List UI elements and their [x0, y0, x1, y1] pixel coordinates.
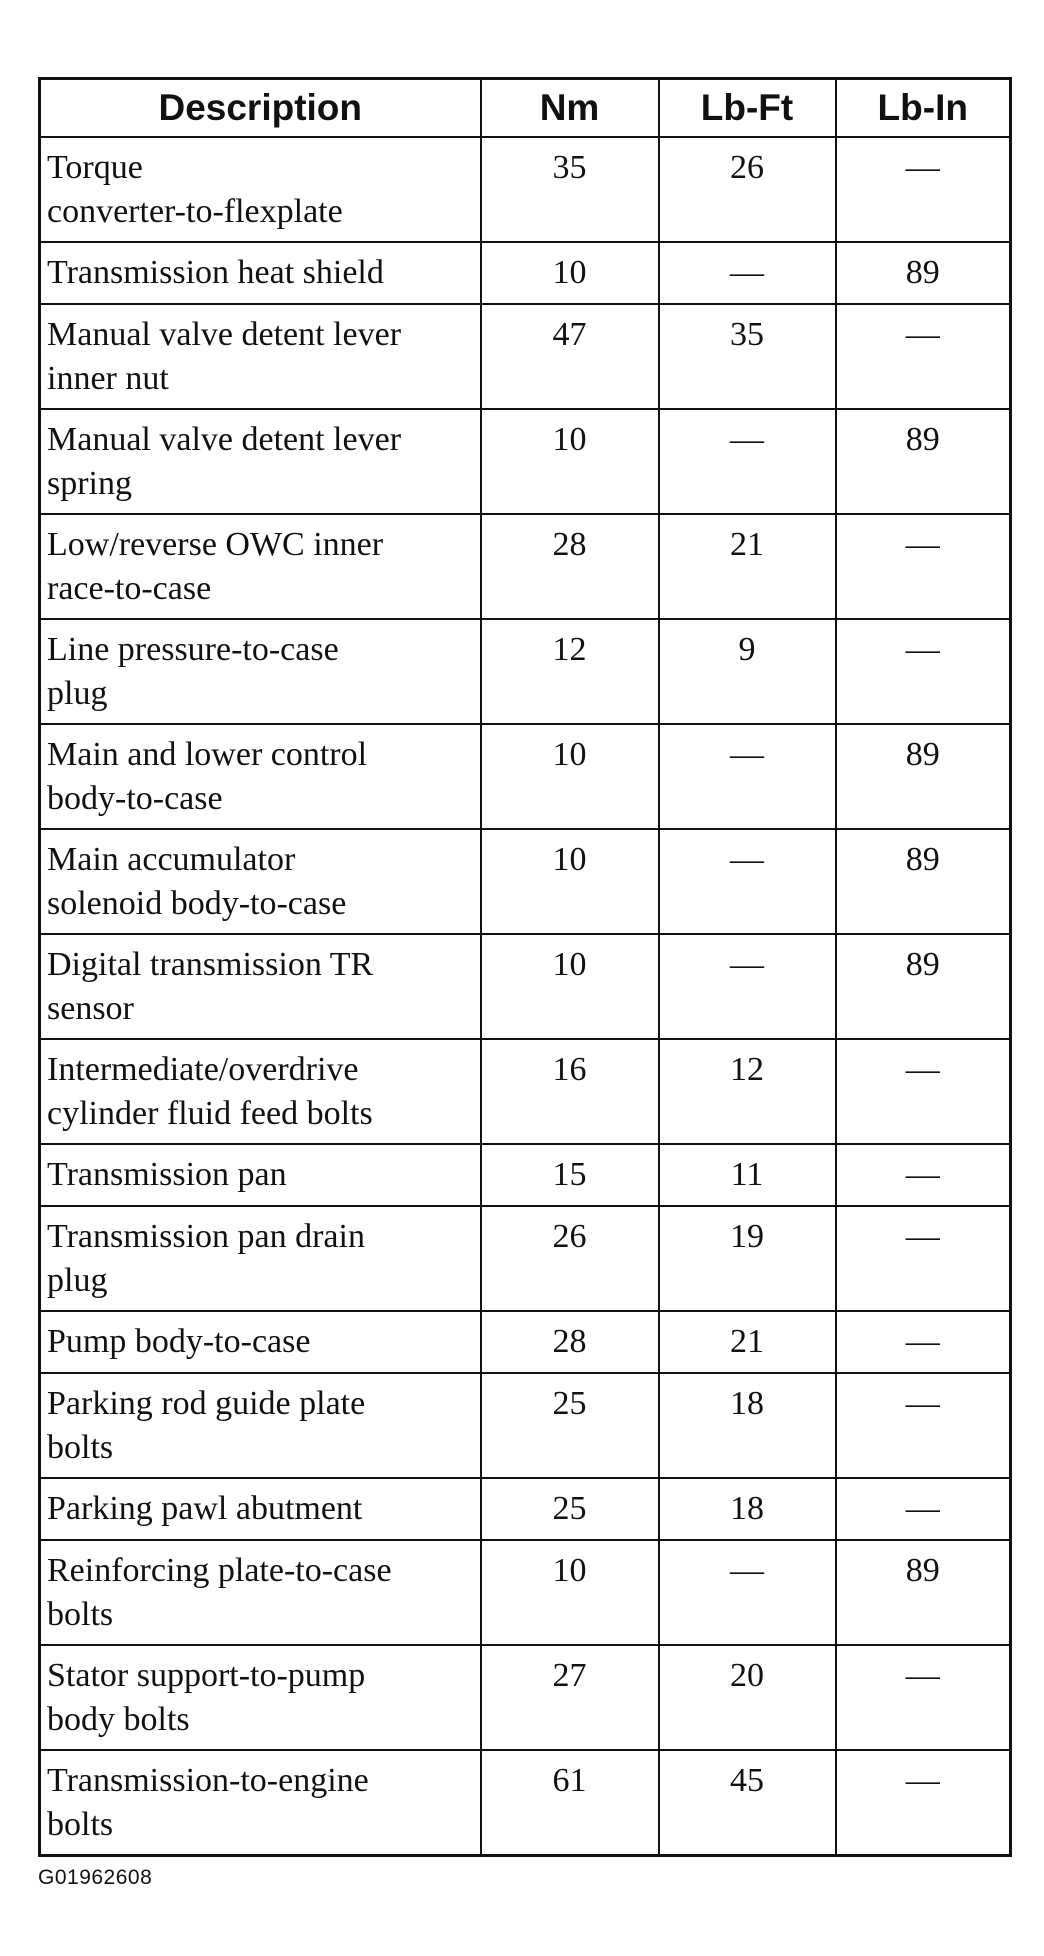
lb-in-cell: 89 — [836, 934, 1011, 1039]
header-lb-in: Lb-In — [836, 79, 1011, 138]
nm-cell: 10 — [481, 934, 659, 1039]
lb-in-cell: 89 — [836, 242, 1011, 304]
table-row — [40, 514, 1011, 619]
description-cell: Digital transmission TR sensor — [40, 934, 481, 1039]
lb-ft-cell: 18 — [659, 1478, 836, 1540]
lb-in-cell: — — [836, 137, 1011, 242]
lb-ft-cell: 45 — [659, 1750, 836, 1856]
nm-cell: 28 — [481, 1311, 659, 1373]
nm-cell: 16 — [481, 1039, 659, 1144]
description-cell: Transmission heat shield — [40, 242, 481, 304]
description-cell: Intermediate/overdrive cylinder fluid feed bolts — [40, 1039, 481, 1144]
lb-in-cell: — — [836, 1206, 1011, 1311]
description-cell: Line pressure-to-case plug — [40, 619, 481, 724]
lb-ft-cell: 19 — [659, 1206, 836, 1311]
nm-cell: 25 — [481, 1478, 659, 1540]
lb-in-cell: 89 — [836, 409, 1011, 514]
lb-ft-cell: 12 — [659, 1039, 836, 1144]
table-row — [40, 1478, 1011, 1540]
description-cell: Transmission pan drain plug — [40, 1206, 481, 1311]
lb-in-cell: — — [836, 1144, 1011, 1206]
table-row — [40, 304, 1011, 409]
lb-ft-cell: 35 — [659, 304, 836, 409]
figure-id: G01962608 — [38, 1866, 153, 1889]
description-cell: Main and lower control body-to-case — [40, 724, 481, 829]
lb-in-cell: — — [836, 1311, 1011, 1373]
header-row — [40, 79, 1011, 138]
description-cell: Stator support-to-pump body bolts — [40, 1645, 481, 1750]
table-row — [40, 1311, 1011, 1373]
table-row — [40, 619, 1011, 724]
table-row — [40, 1645, 1011, 1750]
description-cell: Reinforcing plate-to-case bolts — [40, 1540, 481, 1645]
table-row — [40, 137, 1011, 242]
table-row — [40, 1540, 1011, 1645]
description-cell: Transmission-to-engine bolts — [40, 1750, 481, 1856]
lb-ft-cell: — — [659, 1540, 836, 1645]
lb-ft-cell: 21 — [659, 514, 836, 619]
nm-cell: 27 — [481, 1645, 659, 1750]
lb-ft-cell: 26 — [659, 137, 836, 242]
lb-in-cell: 89 — [836, 829, 1011, 934]
lb-ft-cell: — — [659, 409, 836, 514]
nm-cell: 10 — [481, 242, 659, 304]
lb-ft-cell: 11 — [659, 1144, 836, 1206]
lb-ft-cell: 9 — [659, 619, 836, 724]
nm-cell: 28 — [481, 514, 659, 619]
table-body — [40, 137, 1011, 1856]
torque-spec-table — [38, 77, 1012, 1857]
description-cell: Main accumulator solenoid body-to-case — [40, 829, 481, 934]
lb-in-cell: 89 — [836, 1540, 1011, 1645]
lb-in-cell: — — [836, 1039, 1011, 1144]
table-row — [40, 1750, 1011, 1856]
lb-ft-cell: — — [659, 242, 836, 304]
nm-cell: 10 — [481, 1540, 659, 1645]
lb-in-cell: — — [836, 1750, 1011, 1856]
description-cell: Transmission pan — [40, 1144, 481, 1206]
nm-cell: 35 — [481, 137, 659, 242]
table-row — [40, 724, 1011, 829]
lb-ft-cell: 21 — [659, 1311, 836, 1373]
header-lb-ft: Lb-Ft — [659, 79, 836, 138]
description-cell: Pump body-to-case — [40, 1311, 481, 1373]
nm-cell: 25 — [481, 1373, 659, 1478]
description-cell: Manual valve detent lever inner nut — [40, 304, 481, 409]
nm-cell: 26 — [481, 1206, 659, 1311]
lb-in-cell: — — [836, 1373, 1011, 1478]
header-nm: Nm — [481, 79, 659, 138]
nm-cell: 12 — [481, 619, 659, 724]
table-row — [40, 409, 1011, 514]
table-row — [40, 1206, 1011, 1311]
lb-in-cell: — — [836, 1645, 1011, 1750]
lb-in-cell: — — [836, 514, 1011, 619]
lb-ft-cell: — — [659, 724, 836, 829]
lb-in-cell: 89 — [836, 724, 1011, 829]
lb-in-cell: — — [836, 304, 1011, 409]
table-row — [40, 829, 1011, 934]
lb-ft-cell: — — [659, 829, 836, 934]
lb-ft-cell: 20 — [659, 1645, 836, 1750]
description-cell: Manual valve detent lever spring — [40, 409, 481, 514]
header-description: Description — [40, 79, 481, 138]
table-row — [40, 1373, 1011, 1478]
nm-cell: 10 — [481, 724, 659, 829]
lb-in-cell: — — [836, 619, 1011, 724]
nm-cell: 61 — [481, 1750, 659, 1856]
lb-in-cell: — — [836, 1478, 1011, 1540]
nm-cell: 10 — [481, 829, 659, 934]
table-row — [40, 242, 1011, 304]
nm-cell: 47 — [481, 304, 659, 409]
table-row — [40, 1144, 1011, 1206]
lb-ft-cell: 18 — [659, 1373, 836, 1478]
description-cell: Torque converter-to-flexplate — [40, 137, 481, 242]
description-cell: Parking rod guide plate bolts — [40, 1373, 481, 1478]
lb-ft-cell: — — [659, 934, 836, 1039]
nm-cell: 15 — [481, 1144, 659, 1206]
table-row — [40, 1039, 1011, 1144]
nm-cell: 10 — [481, 409, 659, 514]
table-row — [40, 934, 1011, 1039]
description-cell: Parking pawl abutment — [40, 1478, 481, 1540]
description-cell: Low/reverse OWC inner race-to-case — [40, 514, 481, 619]
